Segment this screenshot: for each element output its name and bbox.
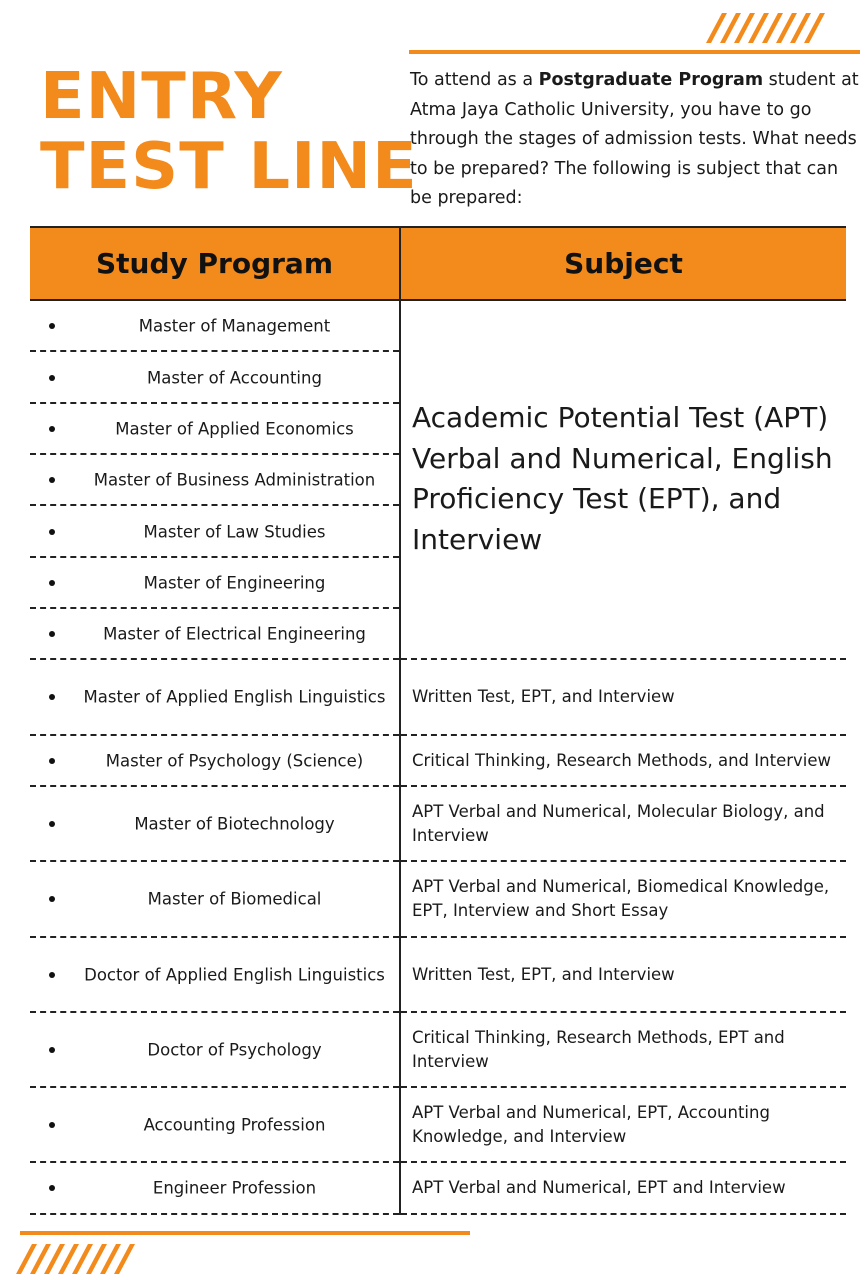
table-row: [30, 507, 399, 558]
subject-text: APT Verbal and Numerical, Molecular Biology, and Interview: [412, 801, 825, 845]
table-row: [30, 736, 399, 787]
subject-cell: [401, 938, 846, 1013]
program-name: Master of Business Administration: [93, 470, 376, 489]
program-name: Master of Applied Economics: [115, 419, 354, 438]
subject-text: Written Test, EPT, and Interview: [412, 964, 675, 984]
page-title: [40, 60, 418, 204]
program-name: Master of Biomedical: [147, 889, 322, 909]
program-name: Doctor of Applied English Linguistics: [84, 965, 385, 984]
intro-suffix: student at Atma Jaya Catholic University, you have to go through the stages of admission tests. What needs to be prepared? The following is subject that can be prepared:: [410, 70, 859, 208]
bullet-icon: [49, 1122, 55, 1128]
program-name: Master of Accounting: [147, 368, 322, 387]
table-row: [30, 787, 399, 862]
subject-cell: [401, 787, 846, 862]
subject-cell: [401, 736, 846, 787]
table-row: [30, 609, 399, 660]
program-name: Master of Law Studies: [143, 522, 326, 541]
program-name: Master of Biotechnology: [134, 814, 335, 833]
bullet-icon: [49, 631, 55, 637]
subject-text: APT Verbal and Numerical, Biomedical Knowledge, EPT, Interview and Short Essay: [412, 877, 830, 920]
table-row: [30, 404, 399, 455]
subject-cell: [401, 1163, 846, 1215]
table-row: [30, 455, 399, 506]
subject-text: Written Test, EPT, and Interview: [412, 687, 675, 706]
group-subject-cell: [401, 301, 846, 660]
title-line-2: TEST LINE: [40, 130, 418, 204]
program-name: Master of Applied English Linguistics: [83, 687, 386, 707]
bullet-icon: [49, 758, 55, 764]
table-row: [30, 938, 399, 1013]
table-row: [30, 1163, 399, 1215]
intro-prefix: To attend as a: [410, 70, 539, 90]
header-study-program: Study Program: [30, 226, 399, 301]
program-name: Accounting Profession: [143, 1115, 326, 1134]
decorative-slashes-bottom: [24, 1244, 127, 1274]
header-subject: Subject: [399, 226, 846, 301]
program-name: Master of Psychology (Science): [105, 751, 364, 770]
bullet-icon: [49, 426, 55, 432]
subject-cell: [401, 1013, 846, 1088]
orange-rule-top: [409, 50, 860, 54]
intro-bold: Postgraduate Program: [538, 70, 764, 90]
table-row: [30, 1088, 399, 1163]
subject-cell: [401, 1088, 846, 1163]
bullet-icon: [49, 477, 55, 483]
program-name: Master of Management: [138, 316, 331, 335]
table-row: [30, 660, 399, 736]
program-name: Doctor of Psychology: [147, 1040, 322, 1059]
title-line-1: ENTRY: [40, 60, 283, 134]
bullet-icon: [49, 1185, 55, 1191]
bullet-icon: [49, 1047, 55, 1053]
program-name: Master of Electrical Engineering: [103, 624, 366, 643]
subject-text: Critical Thinking, Research Methods, and Interview: [412, 750, 832, 770]
bullet-icon: [49, 896, 55, 902]
table-row: [30, 558, 399, 609]
table-row: [30, 862, 399, 938]
subject-text: APT Verbal and Numerical, EPT and Interview: [412, 1178, 786, 1197]
bullet-icon: [49, 694, 55, 700]
bullet-icon: [49, 529, 55, 535]
table-row: [30, 1013, 399, 1088]
subject-text: Critical Thinking, Research Methods, EPT and Interview: [412, 1027, 785, 1071]
bullet-icon: [49, 821, 55, 827]
program-name: Engineer Profession: [152, 1178, 317, 1198]
bullet-icon: [49, 972, 55, 978]
intro-paragraph: [410, 66, 860, 214]
table-row: [30, 353, 399, 404]
subject-text: APT Verbal and Numerical, EPT, Accounting Knowledge, and Interview: [412, 1102, 770, 1146]
group-subject: Academic Potential Test (APT) Verbal and Numerical, English Proficiency Test (EPT), and Interview: [412, 401, 833, 556]
bullet-icon: [49, 323, 55, 329]
program-name: Master of Engineering: [143, 573, 326, 592]
orange-rule-bottom: [20, 1231, 470, 1235]
bullet-icon: [49, 375, 55, 381]
subject-cell: [401, 862, 846, 938]
decorative-slashes-top: [714, 13, 817, 43]
subject-cell: [401, 660, 846, 736]
table-row: [30, 301, 399, 352]
bullet-icon: [49, 580, 55, 586]
